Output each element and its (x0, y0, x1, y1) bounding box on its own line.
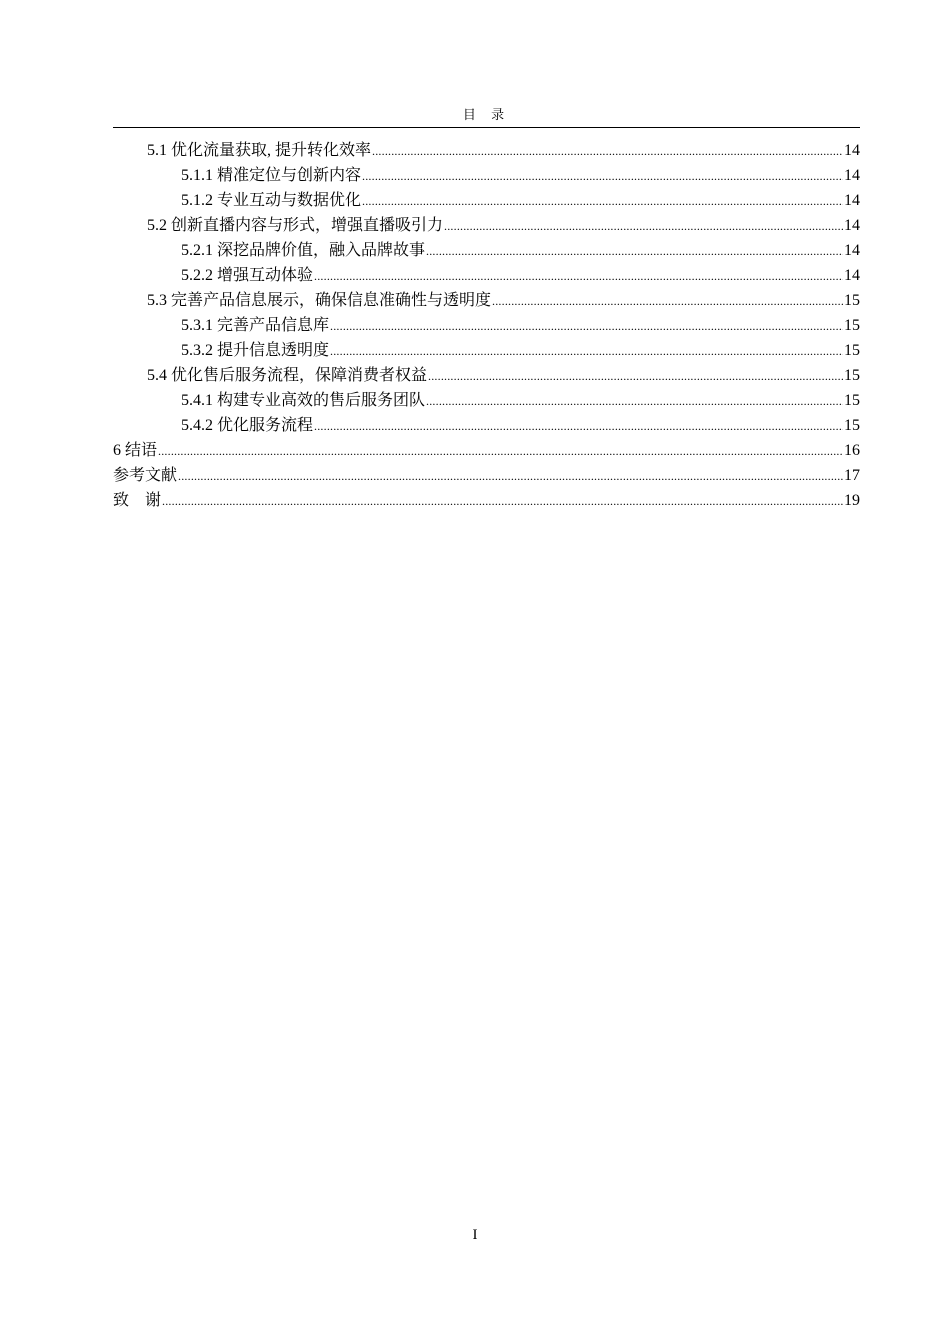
toc-entry-label: 5.1.1 精准定位与创新内容 (181, 167, 362, 184)
toc-leader-dots (492, 288, 843, 313)
toc-leader-dots (444, 213, 843, 238)
toc-entry-label: 5.3 完善产品信息展示，确保信息准确性与透明度 (147, 292, 492, 309)
toc-entry[interactable] (113, 188, 860, 213)
toc-entry[interactable] (113, 313, 860, 338)
toc-entry-page: 15 (844, 392, 860, 409)
toc-leader-dots (314, 413, 843, 438)
toc-entry-page: 15 (844, 342, 860, 359)
toc-entry-page: 19 (844, 492, 860, 509)
toc-leader-dots (330, 313, 843, 338)
toc-leader-dots (162, 488, 843, 513)
toc-entry[interactable] (113, 213, 860, 238)
toc-leader-dots (158, 438, 843, 463)
toc-leader-dots (426, 388, 843, 413)
toc-entry[interactable] (113, 238, 860, 263)
toc-entry[interactable] (113, 288, 860, 313)
toc-entry-page: 15 (844, 417, 860, 434)
toc-entry-page: 15 (844, 317, 860, 334)
toc-entry[interactable] (113, 163, 860, 188)
toc-leader-dots (330, 338, 843, 363)
toc-entry[interactable] (113, 138, 860, 163)
toc-leader-dots (372, 138, 843, 163)
toc-entry-page: 14 (844, 167, 860, 184)
toc-entry-page: 17 (844, 467, 860, 484)
toc-entry[interactable] (113, 413, 860, 438)
toc-entry-page: 14 (844, 217, 860, 234)
page-number: I (472, 1227, 478, 1243)
toc-entry-page: 14 (844, 192, 860, 209)
toc-entry-page: 15 (844, 367, 860, 384)
toc-entry-label: 5.3.1 完善产品信息库 (181, 317, 330, 334)
toc-entry-page: 14 (844, 267, 860, 284)
toc-entry-label: 5.1.2 专业互动与数据优化 (181, 192, 362, 209)
toc-leader-dots (362, 188, 843, 213)
toc-entry[interactable] (113, 338, 860, 363)
toc-entry[interactable] (113, 263, 860, 288)
toc-leader-dots (314, 263, 843, 288)
toc-entry[interactable] (113, 388, 860, 413)
toc-entry-label: 5.4.1 构建专业高效的售后服务团队 (181, 392, 426, 409)
toc-leader-dots (426, 238, 843, 263)
toc-entry-label: 5.2 创新直播内容与形式，增强直播吸引力 (147, 217, 444, 234)
toc-entry-label: 致 谢 (113, 492, 162, 509)
toc-leader-dots (178, 463, 843, 488)
toc-entry[interactable] (113, 488, 860, 513)
toc-entry-label: 5.1 优化流量获取, 提升转化效率 (147, 142, 372, 159)
toc-entry-page: 15 (844, 292, 860, 309)
toc-entry-label: 5.2.1 深挖品牌价值，融入品牌故事 (181, 242, 426, 259)
toc-entry-label: 参考文献 (113, 467, 178, 484)
toc-leader-dots (362, 163, 843, 188)
toc-entry-page: 14 (844, 242, 860, 259)
toc-entry[interactable] (113, 438, 860, 463)
page-header-title: 目 录 (462, 107, 511, 122)
toc-entry-page: 14 (844, 142, 860, 159)
toc-entry[interactable] (113, 463, 860, 488)
toc-entry-label: 5.4 优化售后服务流程，保障消费者权益 (147, 367, 428, 384)
toc-entry[interactable] (113, 363, 860, 388)
header-rule (113, 127, 860, 128)
toc-leader-dots (428, 363, 843, 388)
toc-entry-label: 5.2.2 增强互动体验 (181, 267, 314, 284)
toc-entry-label: 6 结语 (113, 442, 158, 459)
toc-entry-label: 5.3.2 提升信息透明度 (181, 342, 330, 359)
toc-entry-label: 5.4.2 优化服务流程 (181, 417, 314, 434)
toc-entry-page: 16 (844, 442, 860, 459)
table-of-contents (113, 138, 860, 513)
